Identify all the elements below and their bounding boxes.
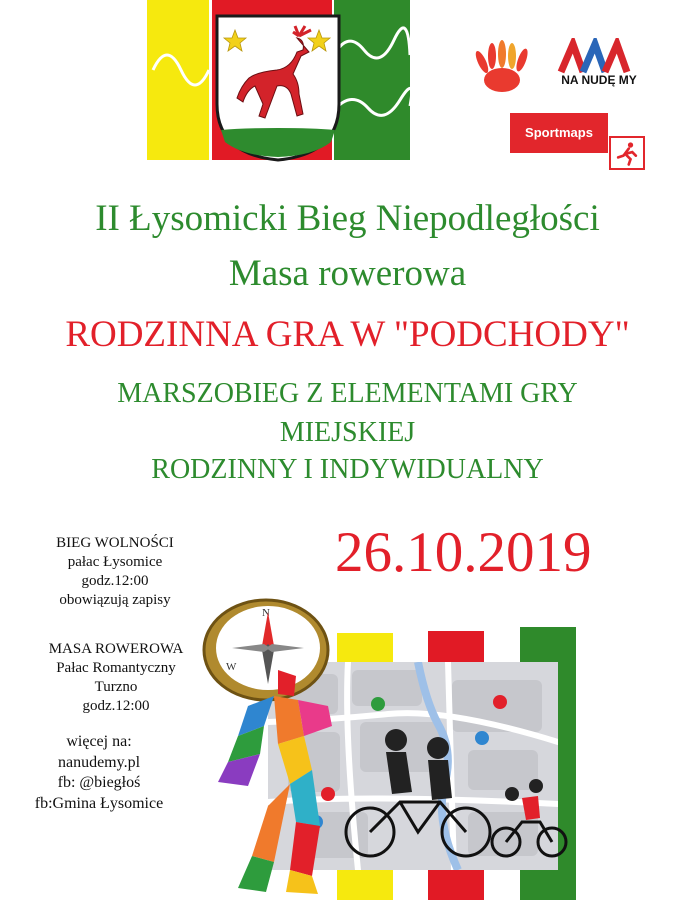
more-info-label: więcej na: xyxy=(66,733,132,750)
event-date: 26.10.2019 xyxy=(335,521,592,584)
runner-exit-icon xyxy=(609,136,645,170)
run-place: pałac Łysomice xyxy=(67,554,163,570)
mosaic-runner-image xyxy=(208,666,338,896)
website-link[interactable]: nanudemy.pl xyxy=(57,753,141,771)
description-line-1: MARSZOBIEG Z ELEMENTAMI GRY xyxy=(117,378,578,409)
facebook-handle-2[interactable]: fb:Gmina Łysomice xyxy=(34,794,164,812)
event-subtitle: Masa rowerowa xyxy=(228,253,467,294)
description-line-2: MIEJSKIEJ xyxy=(279,417,416,448)
svg-text:N: N xyxy=(262,607,270,619)
bike-ride-time: godz.12:00 xyxy=(82,698,150,714)
sportmaps-logo: Sportmaps xyxy=(510,113,608,153)
more-info xyxy=(14,732,184,814)
green-stripe-top xyxy=(334,0,410,160)
run-time: godz.12:00 xyxy=(81,573,149,589)
bike-ride-place-1: Pałac Romantyczny xyxy=(56,660,176,676)
bike-ride-info xyxy=(18,640,214,716)
tandem-cyclists-image xyxy=(340,722,572,864)
run-info xyxy=(22,534,208,610)
nanude-logo-text: NA NUDĘ MY xyxy=(561,73,637,87)
bike-ride-name: MASA ROWEROWA xyxy=(48,641,184,657)
event-title: II Łysomicki Bieg Niepodległości xyxy=(95,198,600,239)
bike-ride-place-2: Turzno xyxy=(94,679,138,695)
svg-text:W: W xyxy=(226,661,237,673)
yellow-stripe-top xyxy=(147,0,209,160)
run-name: BIEG WOLNOŚCI xyxy=(56,535,174,551)
description-line-3: RODZINNY I INDYWIDUALNY xyxy=(151,454,544,485)
run-note: obowiązują zapisy xyxy=(59,592,171,608)
deer-coat-of-arms-icon xyxy=(213,12,343,162)
game-title: RODZINNA GRA W "PODCHODY" xyxy=(65,314,630,355)
facebook-handle-1[interactable]: fb: @biegłoś xyxy=(57,774,141,791)
hands-logo-icon xyxy=(470,40,542,94)
